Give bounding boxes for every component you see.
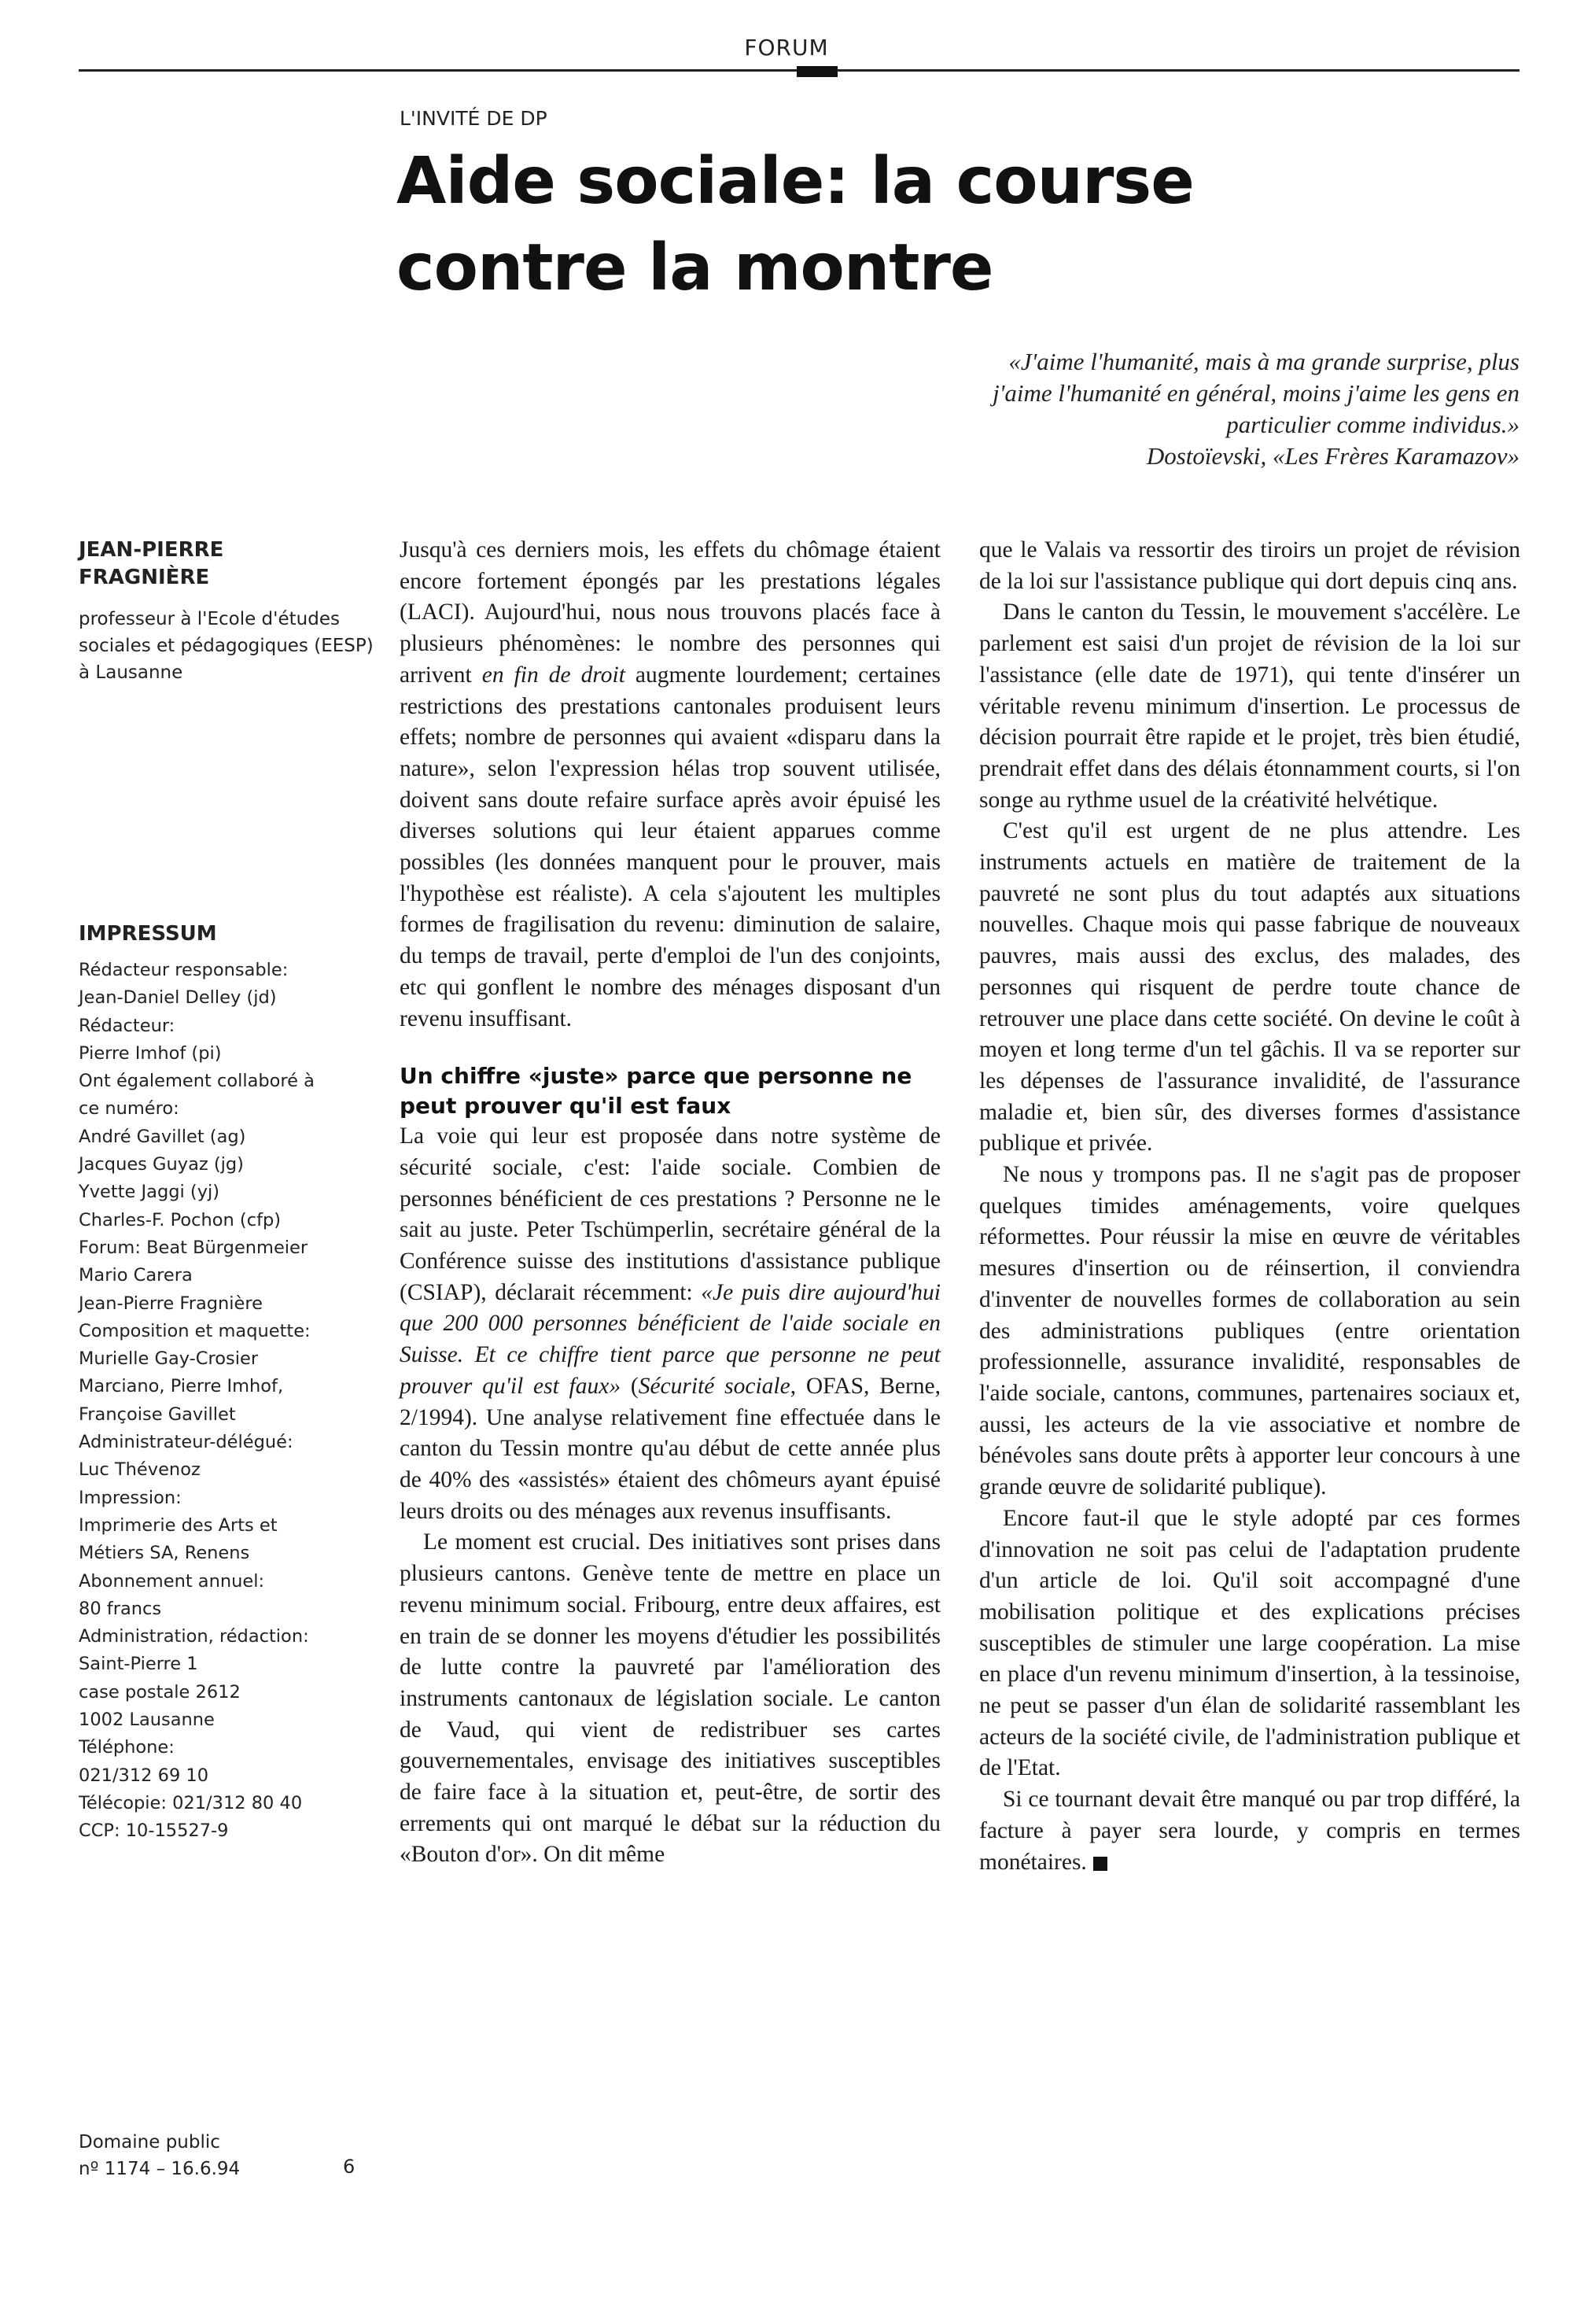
impressum-line: Métiers SA, Renens [79,1543,250,1564]
article-paragraph [979,1784,1520,1878]
impressum-line: Françoise Gavillet [79,1404,236,1425]
impressum-line: Administrateur-délégué: [79,1432,293,1453]
section-label: FORUM [744,35,829,61]
impressum-line: Abonnement annuel: [79,1570,265,1592]
impressum-line: 021/312 69 10 [79,1765,209,1786]
impressum-line: Impression: [79,1487,182,1508]
end-of-article-mark [1093,1857,1107,1871]
subheading: Un chiffre «juste» parce que personne ne peut prouver qu'il est faux [400,1063,912,1120]
publication-name: Domaine public [79,2132,220,2152]
author-box [79,537,385,686]
issue-info: nº 1174 – 16.6.94 [79,2159,241,2179]
emphasis: en fin de droit [481,662,625,688]
impressum [79,920,385,1846]
impressum-line: Yvette Jaggi (yj) [79,1182,220,1203]
impressum-line: Administration, rédaction: [79,1626,309,1647]
impressum-line: Luc Thévenoz [79,1459,201,1481]
article-paragraph [400,535,941,1035]
article-paragraph: C'est qu'il est urgent de ne plus attendre. Les instruments actuels en matière de traitement de la pauvreté ne sont plus du tout adaptés aux situations nouvelles. Chaque mois qui passe fabrique de nouveaux pauvres, mais aussi des exclus, des malades, des personnes qui risquent de perdre toute chance de retrouver une place dans cette société. On devine le coût à moyen et long terme d'un tel gâchis. Il va se reporter sur les dépenses de l'assurance invalidité, de l'assurance maladie et, bien sûr, des diverses formes d'assistance publique et privée. [979,818,1520,1156]
impressum-line: Télécopie: 021/312 80 40 [79,1792,303,1813]
impressum-line: André Gavillet (ag) [79,1126,246,1147]
impressum-line: Mario Carera [79,1265,193,1286]
author-name-line2: FRAGNIÈRE [79,566,210,589]
article-title: Aide sociale: la course contre la montre [396,144,1194,305]
impressum-line: Marciano, Pierre Imhof, [79,1376,284,1397]
text-run: ( [621,1373,639,1399]
epigraph-line: particulier comme individus.» [1226,411,1520,438]
article-paragraph: Dans le canton du Tessin, le mouvement s'accélère. Le parlement est saisi d'un projet de révision de la loi sur l'assistance (elle date de 1971), qui tente d'insérer un véritable revenu minimum d'insertion. Le processus de décision pourrait être rapide et le projet, très bien étudié, prendrait effet dans des délais étonnamment courts, si l'on songe au rythme usuel de la créativité helvétique. [979,599,1520,813]
impressum-line: Rédacteur: [79,1015,175,1036]
text-run: Si ce tournant devait être manqué ou par trop différé, la facture à payer sera lourde, y compris en termes monétaires. [979,1787,1520,1875]
impressum-line: ce numéro: [79,1098,179,1120]
source-title: Sécurité sociale [638,1373,790,1399]
impressum-line: case postale 2612 [79,1681,241,1702]
author-bio: professeur à l'Ecole d'études sociales et pédagogiques (EESP) à Lausanne [79,609,374,683]
epigraph-line: «J'aime l'humanité, mais à ma grande surprise, plus [1008,348,1520,375]
impressum-line: Murielle Gay-Crosier [79,1348,259,1370]
epigraph-line: j'aime l'humanité en général, moins j'aime les gens en [993,379,1520,407]
page-number: 6 [343,2156,355,2178]
article-paragraph: Ne nous y trompons pas. Il ne s'agit pas de proposer quelques timides aménagements, voire quelques réformettes. Pour réussir la mise en œuvre de véritables mesures d'insertion ou de réinsertion, il conviendra d'inventer de nouvelles formes de collaboration au sein des administrations publiques (entre orientation professionnelle, assurance invalidité, responsables de l'aide sociale, cantons, communes, partenaires sociaux et, aussi, les acteurs de la vie associative et nombre de bénévoles sans doute prêts à apporter leur concours à une grande œuvre de solidarité publique). [979,1162,1520,1500]
impressum-line: CCP: 10-15527-9 [79,1820,229,1842]
impressum-line: 1002 Lausanne [79,1710,215,1731]
impressum-line: Charles-F. Pochon (cfp) [79,1209,282,1230]
text-run: Jusqu'à ces derniers mois, les effets du chômage étaient encore fortement épongés par les prestations légales (LACI). Aujourd'hui, nous nous trouvons placés face à plusieurs phénomènes: le nombre des personnes qui arrivent [400,537,941,688]
article-paragraph: Encore faut-il que le style adopté par ces formes d'innovation ne soit pas celui de l'adaptation prudente d'un article de loi. Qu'il soit accompagné d'une mobilisation politique et des explications précises susceptibles de stimuler une large coopération. La mise en place d'un revenu minimum d'insertion, à la tessinoise, ne peut se passer d'un élan de solidarité rassemblant les acteurs de la société civile, de l'administration publique et de l'Etat. [979,1505,1520,1781]
impressum-line: Jean-Pierre Fragnière [79,1293,263,1314]
epigraph-attribution: Dostoïevski, «Les Frères Karamazov» [1146,442,1520,470]
footer-publication [79,2129,240,2182]
impressum-line: Saint-Pierre 1 [79,1654,198,1675]
impressum-line: Ont également collaboré à [79,1071,315,1092]
article-paragraph: Le moment est crucial. Des initiatives sont prises dans plusieurs cantons. Genève tente de mettre en place un revenu minimum social. Fribourg, entre deux affaires, est en train de se donner les moyens d'étudier les possibilités de lutte contre la pauvreté par l'amélioration des instruments cantonaux de législation sociale. Le canton de Vaud, qui vient de redistribuer ses cartes gouvernementales, envisage des initiatives susceptibles de faire face à la situation et, peut-être, de sortir des errements qui ont marqué le débat sur la réduction du «Bouton d'or». On dit même [400,1529,941,1868]
text-run: augmente lourdement; certaines restrictions des prestations cantonales produisent leurs effets; nombre de personnes qui avaient «disparu dans la nature», selon l'expression hélas trop souvent utilisée, doivent sans doute refaire surface après avoir épuisé les diverses solutions qui leur étaient apparues comme possibles (les données manquent pour le prouver, mais l'hypothèse est réaliste). A cela s'ajoutent les multiples formes de fragilisation du revenu: diminution de salaire, du temps de travail, perte d'emploi de l'un des conjoints, etc qui gonflent le nombre des ménages disposant d'un revenu insuffisant. [400,662,941,1031]
impressum-line: Composition et maquette: [79,1320,311,1341]
impressum-line: Pierre Imhof (pi) [79,1042,222,1064]
author-name-line1: JEAN-PIERRE [79,538,224,562]
impressum-line: Rédacteur responsable: [79,960,289,980]
impressum-line: Jean-Daniel Delley (jd) [79,987,277,1009]
impressum-line: 80 francs [79,1598,162,1619]
impressum-lines [79,957,385,1846]
impressum-line: Jacques Guyaz (jg) [79,1154,244,1175]
quotation: «Je puis dire aujourd'hui que 200 000 personnes bénéficient de l'aide sociale en Suisse. Et ce chiffre tient parce que personne ne peut prouver qu'il est faux» [400,1279,941,1399]
kicker: L'INVITÉ DE DP [400,107,547,130]
article-paragraph: que le Valais va ressortir des tiroirs un projet de révision de la loi sur l'assistance publique qui dort depuis cinq ans. [979,537,1520,594]
impressum-line: Forum: Beat Bürgenmeier [79,1237,308,1258]
impressum-heading: IMPRESSUM [79,922,217,946]
article-column-2 [979,535,1520,1878]
article-paragraph [400,1121,941,1527]
section-tab-marker [797,66,838,77]
article-column-1 [400,535,941,1871]
epigraph [733,346,1520,472]
text-run: La voie qui leur est proposée dans notre système de sécurité sociale, c'est: l'aide sociale. Combien de personnes bénéficient de ces prestations ? Personne ne le sait au juste. Peter Tschümperlin, secrétaire général de la Conférence suisse des institutions d'assistance publique (CSIAP), déclarait récemment: [400,1123,941,1305]
impressum-line: Téléphone: [79,1737,175,1758]
text-run: , OFAS, Berne, 2/1994). Une analyse relativement fine effectuée dans le canton du Tessin montre qu'au début de cette année plus de 40% des «assistés» étaient des chômeurs ayant épuisé leurs droits ou des ménages aux revenus insuffisants. [400,1373,941,1524]
impressum-line: Imprimerie des Arts et [79,1514,278,1536]
